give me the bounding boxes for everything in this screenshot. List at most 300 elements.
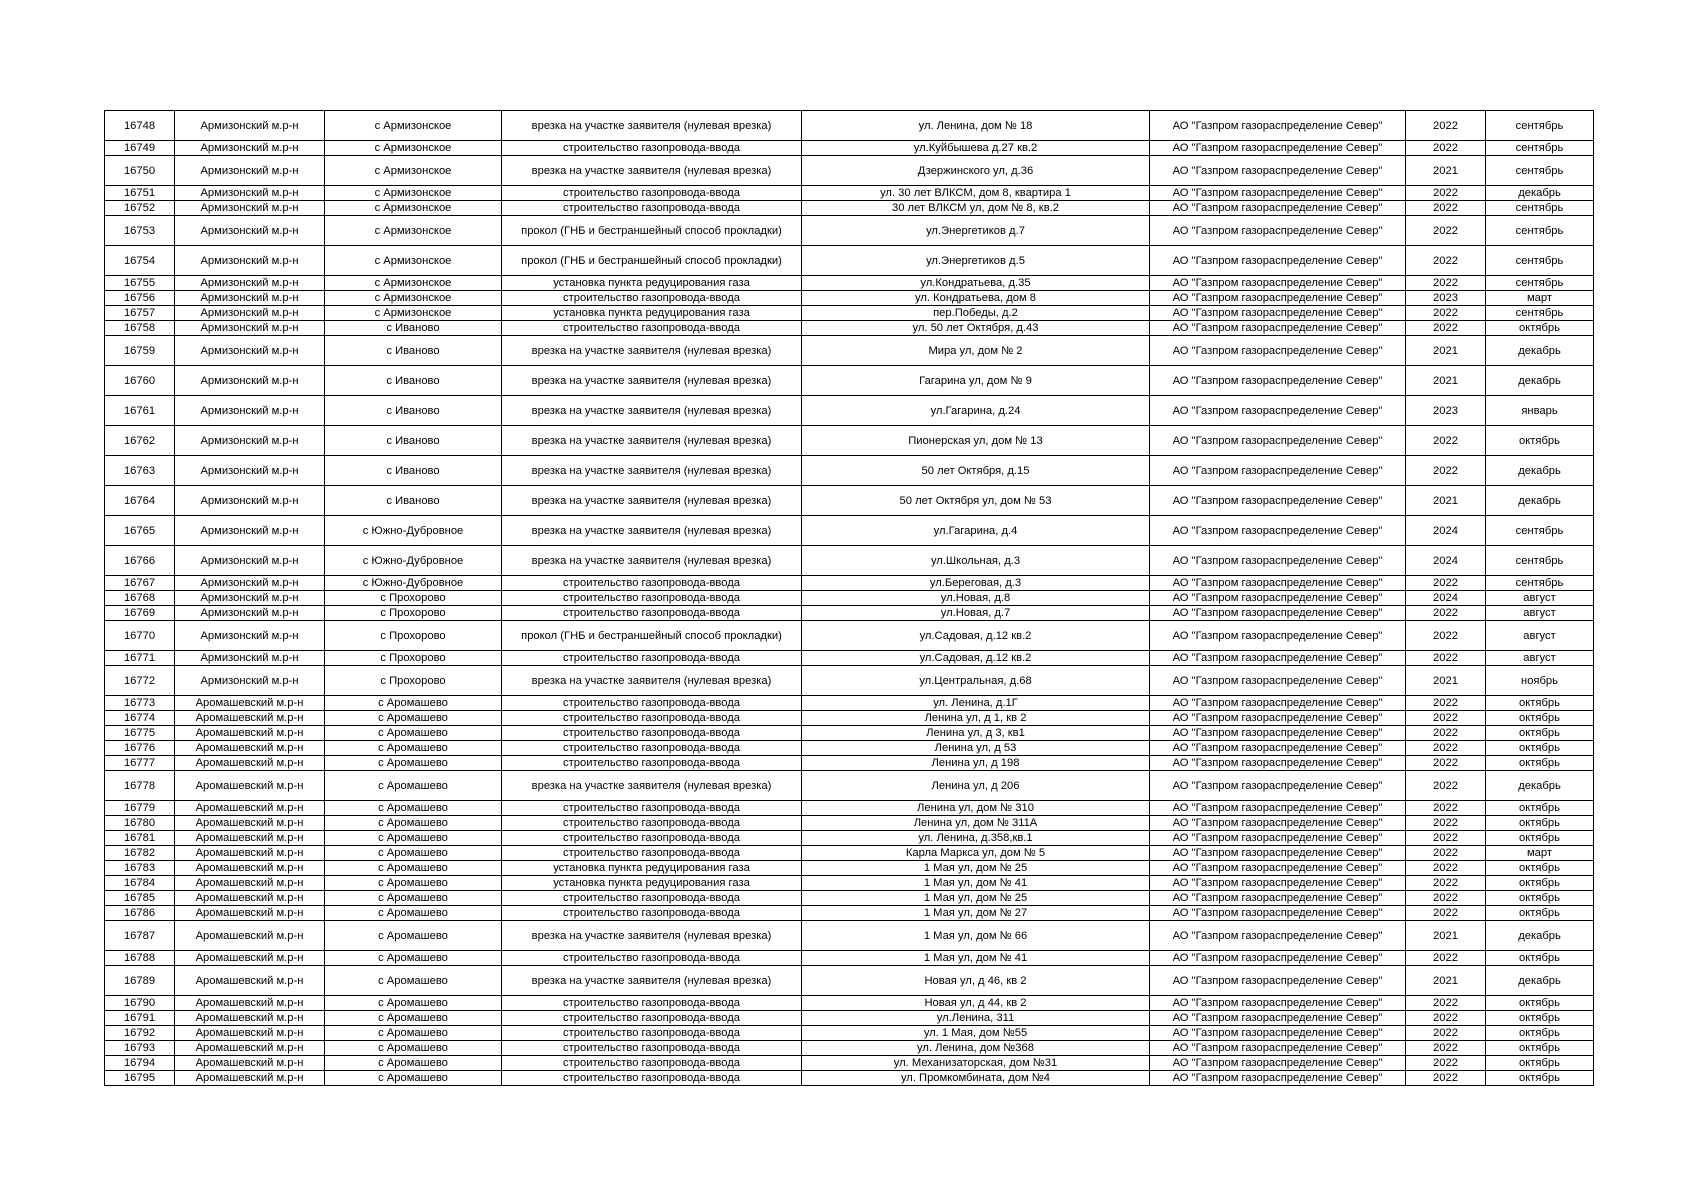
cell-month: август xyxy=(1486,591,1594,606)
cell-address: пер.Победы, д.2 xyxy=(802,306,1150,321)
cell-district: Аромашевский м.р-н xyxy=(175,921,325,951)
cell-year: 2021 xyxy=(1406,666,1486,696)
cell-organization: АО "Газпром газораспределение Север" xyxy=(1150,696,1406,711)
table-row xyxy=(105,186,1594,201)
cell-locality: с Аромашево xyxy=(325,996,502,1011)
cell-month: октябрь xyxy=(1486,1041,1594,1056)
cell-organization: АО "Газпром газораспределение Север" xyxy=(1150,606,1406,621)
cell-year: 2024 xyxy=(1406,591,1486,606)
cell-year: 2022 xyxy=(1406,246,1486,276)
cell-district: Армизонский м.р-н xyxy=(175,666,325,696)
table-row xyxy=(105,276,1594,291)
cell-month: сентябрь xyxy=(1486,516,1594,546)
cell-year: 2022 xyxy=(1406,801,1486,816)
cell-district: Армизонский м.р-н xyxy=(175,156,325,186)
cell-address: ул.Береговая, д.3 xyxy=(802,576,1150,591)
cell-work-type: строительство газопровода-ввода xyxy=(502,996,802,1011)
cell-address: Дзержинского ул, д.36 xyxy=(802,156,1150,186)
cell-address: Пионерская ул, дом № 13 xyxy=(802,426,1150,456)
cell-month: октябрь xyxy=(1486,756,1594,771)
cell-locality: с Южно-Дубровное xyxy=(325,576,502,591)
cell-year: 2022 xyxy=(1406,186,1486,201)
cell-id: 16753 xyxy=(105,216,175,246)
cell-address: Ленина ул, д 53 xyxy=(802,741,1150,756)
cell-id: 16773 xyxy=(105,696,175,711)
cell-organization: АО "Газпром газораспределение Север" xyxy=(1150,456,1406,486)
cell-locality: с Аромашево xyxy=(325,1041,502,1056)
cell-id: 16763 xyxy=(105,456,175,486)
cell-locality: с Аромашево xyxy=(325,906,502,921)
cell-district: Аромашевский м.р-н xyxy=(175,756,325,771)
cell-address: ул.Новая, д.8 xyxy=(802,591,1150,606)
cell-year: 2022 xyxy=(1406,621,1486,651)
cell-address: 50 лет Октября, д.15 xyxy=(802,456,1150,486)
cell-address: 1 Мая ул, дом № 25 xyxy=(802,861,1150,876)
cell-year: 2022 xyxy=(1406,426,1486,456)
cell-year: 2021 xyxy=(1406,336,1486,366)
cell-id: 16771 xyxy=(105,651,175,666)
cell-locality: с Аромашево xyxy=(325,861,502,876)
cell-month: октябрь xyxy=(1486,726,1594,741)
cell-id: 16790 xyxy=(105,996,175,1011)
cell-month: сентябрь xyxy=(1486,276,1594,291)
cell-work-type: строительство газопровода-ввода xyxy=(502,576,802,591)
cell-address: Новая ул, д 46, кв 2 xyxy=(802,966,1150,996)
cell-district: Армизонский м.р-н xyxy=(175,141,325,156)
cell-organization: АО "Газпром газораспределение Север" xyxy=(1150,1041,1406,1056)
cell-address: ул.Энергетиков д.5 xyxy=(802,246,1150,276)
cell-year: 2022 xyxy=(1406,996,1486,1011)
cell-year: 2021 xyxy=(1406,921,1486,951)
cell-year: 2022 xyxy=(1406,951,1486,966)
cell-work-type: установка пункта редуцирования газа xyxy=(502,876,802,891)
table-row xyxy=(105,906,1594,921)
cell-id: 16760 xyxy=(105,366,175,396)
cell-work-type: строительство газопровода-ввода xyxy=(502,711,802,726)
cell-month: сентябрь xyxy=(1486,201,1594,216)
cell-month: март xyxy=(1486,291,1594,306)
cell-id: 16784 xyxy=(105,876,175,891)
table-row xyxy=(105,996,1594,1011)
cell-id: 16780 xyxy=(105,816,175,831)
cell-year: 2022 xyxy=(1406,111,1486,141)
table-row xyxy=(105,111,1594,141)
cell-district: Армизонский м.р-н xyxy=(175,201,325,216)
cell-organization: АО "Газпром газораспределение Север" xyxy=(1150,216,1406,246)
cell-district: Армизонский м.р-н xyxy=(175,321,325,336)
cell-district: Армизонский м.р-н xyxy=(175,366,325,396)
cell-id: 16782 xyxy=(105,846,175,861)
cell-month: октябрь xyxy=(1486,426,1594,456)
cell-work-type: врезка на участке заявителя (нулевая врезка) xyxy=(502,456,802,486)
cell-year: 2022 xyxy=(1406,306,1486,321)
cell-district: Армизонский м.р-н xyxy=(175,246,325,276)
cell-district: Армизонский м.р-н xyxy=(175,591,325,606)
cell-locality: с Аромашево xyxy=(325,696,502,711)
cell-work-type: установка пункта редуцирования газа xyxy=(502,306,802,321)
cell-organization: АО "Газпром газораспределение Север" xyxy=(1150,1011,1406,1026)
cell-work-type: прокол (ГНБ и бестраншейный способ прокладки) xyxy=(502,216,802,246)
cell-id: 16772 xyxy=(105,666,175,696)
cell-organization: АО "Газпром газораспределение Север" xyxy=(1150,771,1406,801)
cell-organization: АО "Газпром газораспределение Север" xyxy=(1150,831,1406,846)
cell-year: 2022 xyxy=(1406,756,1486,771)
cell-month: октябрь xyxy=(1486,891,1594,906)
cell-locality: с Аромашево xyxy=(325,876,502,891)
cell-district: Аромашевский м.р-н xyxy=(175,861,325,876)
cell-organization: АО "Газпром газораспределение Север" xyxy=(1150,801,1406,816)
cell-address: ул. Ленина, д.1Г xyxy=(802,696,1150,711)
cell-year: 2022 xyxy=(1406,831,1486,846)
table-row xyxy=(105,891,1594,906)
cell-year: 2022 xyxy=(1406,1011,1486,1026)
cell-work-type: строительство газопровода-ввода xyxy=(502,816,802,831)
table-row xyxy=(105,1071,1594,1086)
table-row xyxy=(105,756,1594,771)
cell-work-type: строительство газопровода-ввода xyxy=(502,801,802,816)
cell-work-type: строительство газопровода-ввода xyxy=(502,606,802,621)
table-row xyxy=(105,156,1594,186)
cell-address: ул.Новая, д.7 xyxy=(802,606,1150,621)
table-row xyxy=(105,921,1594,951)
cell-organization: АО "Газпром газораспределение Север" xyxy=(1150,966,1406,996)
cell-year: 2022 xyxy=(1406,321,1486,336)
table-row xyxy=(105,246,1594,276)
cell-month: октябрь xyxy=(1486,801,1594,816)
cell-address: 1 Мая ул, дом № 66 xyxy=(802,921,1150,951)
table-row xyxy=(105,846,1594,861)
cell-locality: с Прохорово xyxy=(325,621,502,651)
cell-work-type: строительство газопровода-ввода xyxy=(502,291,802,306)
table-row xyxy=(105,951,1594,966)
cell-month: октябрь xyxy=(1486,831,1594,846)
cell-work-type: врезка на участке заявителя (нулевая врезка) xyxy=(502,546,802,576)
cell-organization: АО "Газпром газораспределение Север" xyxy=(1150,666,1406,696)
cell-district: Аромашевский м.р-н xyxy=(175,1026,325,1041)
table-row xyxy=(105,486,1594,516)
cell-organization: АО "Газпром газораспределение Север" xyxy=(1150,576,1406,591)
cell-month: сентябрь xyxy=(1486,546,1594,576)
cell-year: 2022 xyxy=(1406,1071,1486,1086)
cell-work-type: врезка на участке заявителя (нулевая врезка) xyxy=(502,426,802,456)
cell-id: 16756 xyxy=(105,291,175,306)
cell-month: октябрь xyxy=(1486,711,1594,726)
cell-locality: с Южно-Дубровное xyxy=(325,516,502,546)
cell-id: 16766 xyxy=(105,546,175,576)
cell-locality: с Армизонское xyxy=(325,141,502,156)
cell-district: Аромашевский м.р-н xyxy=(175,966,325,996)
cell-id: 16755 xyxy=(105,276,175,291)
cell-address: ул. Ленина, д.358,кв.1 xyxy=(802,831,1150,846)
cell-year: 2022 xyxy=(1406,906,1486,921)
cell-id: 16779 xyxy=(105,801,175,816)
cell-locality: с Аромашево xyxy=(325,801,502,816)
cell-locality: с Аромашево xyxy=(325,771,502,801)
cell-year: 2022 xyxy=(1406,771,1486,801)
cell-organization: АО "Газпром газораспределение Север" xyxy=(1150,336,1406,366)
cell-work-type: строительство газопровода-ввода xyxy=(502,141,802,156)
cell-organization: АО "Газпром газораспределение Север" xyxy=(1150,306,1406,321)
cell-address: ул.Гагарина, д.4 xyxy=(802,516,1150,546)
table-row xyxy=(105,366,1594,396)
table-row xyxy=(105,321,1594,336)
cell-work-type: строительство газопровода-ввода xyxy=(502,906,802,921)
cell-year: 2022 xyxy=(1406,216,1486,246)
cell-id: 16787 xyxy=(105,921,175,951)
cell-locality: с Армизонское xyxy=(325,306,502,321)
cell-work-type: строительство газопровода-ввода xyxy=(502,831,802,846)
cell-month: октябрь xyxy=(1486,996,1594,1011)
cell-work-type: врезка на участке заявителя (нулевая врезка) xyxy=(502,111,802,141)
cell-month: октябрь xyxy=(1486,1026,1594,1041)
cell-address: Ленина ул, д 1, кв 2 xyxy=(802,711,1150,726)
cell-address: ул. Механизаторская, дом №31 xyxy=(802,1056,1150,1071)
cell-organization: АО "Газпром газораспределение Север" xyxy=(1150,861,1406,876)
cell-year: 2023 xyxy=(1406,396,1486,426)
cell-address: ул. Ленина, дом № 18 xyxy=(802,111,1150,141)
cell-locality: с Аромашево xyxy=(325,741,502,756)
cell-organization: АО "Газпром газораспределение Север" xyxy=(1150,291,1406,306)
cell-organization: АО "Газпром газораспределение Север" xyxy=(1150,891,1406,906)
cell-month: октябрь xyxy=(1486,1011,1594,1026)
cell-address: Карла Маркса ул, дом № 5 xyxy=(802,846,1150,861)
cell-address: 30 лет ВЛКСМ ул, дом № 8, кв.2 xyxy=(802,201,1150,216)
cell-work-type: строительство газопровода-ввода xyxy=(502,1026,802,1041)
cell-work-type: строительство газопровода-ввода xyxy=(502,651,802,666)
cell-month: сентябрь xyxy=(1486,216,1594,246)
table-row xyxy=(105,1056,1594,1071)
cell-month: сентябрь xyxy=(1486,576,1594,591)
table-row xyxy=(105,711,1594,726)
cell-id: 16752 xyxy=(105,201,175,216)
cell-work-type: строительство газопровода-ввода xyxy=(502,846,802,861)
cell-locality: с Армизонское xyxy=(325,186,502,201)
table-row xyxy=(105,876,1594,891)
cell-year: 2022 xyxy=(1406,1026,1486,1041)
cell-month: август xyxy=(1486,651,1594,666)
table-row xyxy=(105,576,1594,591)
cell-locality: с Аромашево xyxy=(325,891,502,906)
cell-locality: с Прохорово xyxy=(325,591,502,606)
cell-month: октябрь xyxy=(1486,876,1594,891)
cell-year: 2022 xyxy=(1406,726,1486,741)
table-row xyxy=(105,201,1594,216)
cell-address: 1 Мая ул, дом № 41 xyxy=(802,951,1150,966)
table-row xyxy=(105,426,1594,456)
cell-work-type: врезка на участке заявителя (нулевая врезка) xyxy=(502,516,802,546)
cell-id: 16792 xyxy=(105,1026,175,1041)
cell-work-type: строительство газопровода-ввода xyxy=(502,1011,802,1026)
table-row xyxy=(105,816,1594,831)
cell-district: Аромашевский м.р-н xyxy=(175,1011,325,1026)
cell-id: 16795 xyxy=(105,1071,175,1086)
cell-work-type: врезка на участке заявителя (нулевая врезка) xyxy=(502,366,802,396)
cell-id: 16783 xyxy=(105,861,175,876)
cell-locality: с Аромашево xyxy=(325,846,502,861)
cell-district: Армизонский м.р-н xyxy=(175,651,325,666)
cell-organization: АО "Газпром газораспределение Север" xyxy=(1150,621,1406,651)
cell-work-type: врезка на участке заявителя (нулевая врезка) xyxy=(502,966,802,996)
cell-locality: с Аромашево xyxy=(325,1011,502,1026)
cell-district: Аромашевский м.р-н xyxy=(175,876,325,891)
cell-organization: АО "Газпром газораспределение Север" xyxy=(1150,396,1406,426)
cell-organization: АО "Газпром газораспределение Север" xyxy=(1150,141,1406,156)
cell-year: 2022 xyxy=(1406,891,1486,906)
cell-month: декабрь xyxy=(1486,366,1594,396)
cell-locality: с Армизонское xyxy=(325,111,502,141)
cell-locality: с Армизонское xyxy=(325,201,502,216)
cell-id: 16750 xyxy=(105,156,175,186)
cell-id: 16751 xyxy=(105,186,175,201)
cell-year: 2021 xyxy=(1406,366,1486,396)
cell-id: 16758 xyxy=(105,321,175,336)
table-row xyxy=(105,861,1594,876)
cell-district: Аромашевский м.р-н xyxy=(175,801,325,816)
cell-month: январь xyxy=(1486,396,1594,426)
cell-district: Армизонский м.р-н xyxy=(175,516,325,546)
cell-month: октябрь xyxy=(1486,1071,1594,1086)
cell-work-type: врезка на участке заявителя (нулевая врезка) xyxy=(502,666,802,696)
cell-locality: с Аромашево xyxy=(325,756,502,771)
cell-organization: АО "Газпром газораспределение Север" xyxy=(1150,741,1406,756)
cell-id: 16762 xyxy=(105,426,175,456)
cell-locality: с Аромашево xyxy=(325,951,502,966)
cell-year: 2022 xyxy=(1406,1041,1486,1056)
cell-district: Армизонский м.р-н xyxy=(175,306,325,321)
cell-address: ул. Промкомбината, дом №4 xyxy=(802,1071,1150,1086)
table-row xyxy=(105,591,1594,606)
cell-year: 2022 xyxy=(1406,741,1486,756)
cell-district: Аромашевский м.р-н xyxy=(175,906,325,921)
cell-month: октябрь xyxy=(1486,906,1594,921)
cell-locality: с Аромашево xyxy=(325,966,502,996)
cell-id: 16748 xyxy=(105,111,175,141)
cell-year: 2022 xyxy=(1406,696,1486,711)
table-row xyxy=(105,666,1594,696)
cell-organization: АО "Газпром газораспределение Север" xyxy=(1150,186,1406,201)
cell-locality: с Армизонское xyxy=(325,216,502,246)
cell-year: 2021 xyxy=(1406,966,1486,996)
table-row xyxy=(105,651,1594,666)
cell-id: 16749 xyxy=(105,141,175,156)
cell-id: 16759 xyxy=(105,336,175,366)
cell-organization: АО "Газпром газораспределение Север" xyxy=(1150,816,1406,831)
cell-district: Аромашевский м.р-н xyxy=(175,1041,325,1056)
cell-district: Аромашевский м.р-н xyxy=(175,711,325,726)
cell-organization: АО "Газпром газораспределение Север" xyxy=(1150,591,1406,606)
cell-locality: с Аромашево xyxy=(325,711,502,726)
cell-month: август xyxy=(1486,606,1594,621)
cell-year: 2022 xyxy=(1406,861,1486,876)
cell-id: 16785 xyxy=(105,891,175,906)
table-row xyxy=(105,291,1594,306)
cell-month: сентябрь xyxy=(1486,246,1594,276)
cell-locality: с Иваново xyxy=(325,486,502,516)
cell-district: Армизонский м.р-н xyxy=(175,576,325,591)
cell-district: Аромашевский м.р-н xyxy=(175,741,325,756)
cell-month: октябрь xyxy=(1486,951,1594,966)
cell-district: Армизонский м.р-н xyxy=(175,456,325,486)
cell-month: декабрь xyxy=(1486,921,1594,951)
table-row xyxy=(105,831,1594,846)
cell-locality: с Армизонское xyxy=(325,291,502,306)
cell-month: октябрь xyxy=(1486,816,1594,831)
cell-work-type: установка пункта редуцирования газа xyxy=(502,276,802,291)
cell-year: 2022 xyxy=(1406,1056,1486,1071)
cell-year: 2022 xyxy=(1406,816,1486,831)
cell-work-type: строительство газопровода-ввода xyxy=(502,756,802,771)
cell-locality: с Аромашево xyxy=(325,1071,502,1086)
table-row xyxy=(105,456,1594,486)
cell-organization: АО "Газпром газораспределение Север" xyxy=(1150,426,1406,456)
cell-address: Новая ул, д 44, кв 2 xyxy=(802,996,1150,1011)
cell-organization: АО "Газпром газораспределение Север" xyxy=(1150,726,1406,741)
table-row xyxy=(105,1011,1594,1026)
cell-month: октябрь xyxy=(1486,1056,1594,1071)
cell-address: ул. 50 лет Октября, д.43 xyxy=(802,321,1150,336)
cell-month: декабрь xyxy=(1486,186,1594,201)
cell-year: 2023 xyxy=(1406,291,1486,306)
cell-month: декабрь xyxy=(1486,966,1594,996)
cell-address: ул.Ленина, 311 xyxy=(802,1011,1150,1026)
cell-month: октябрь xyxy=(1486,321,1594,336)
cell-work-type: прокол (ГНБ и бестраншейный способ прокладки) xyxy=(502,246,802,276)
table-row xyxy=(105,216,1594,246)
cell-work-type: строительство газопровода-ввода xyxy=(502,891,802,906)
cell-work-type: строительство газопровода-ввода xyxy=(502,1056,802,1071)
cell-organization: АО "Газпром газораспределение Север" xyxy=(1150,846,1406,861)
cell-organization: АО "Газпром газораспределение Север" xyxy=(1150,756,1406,771)
table-row xyxy=(105,771,1594,801)
cell-organization: АО "Газпром газораспределение Север" xyxy=(1150,486,1406,516)
cell-organization: АО "Газпром газораспределение Север" xyxy=(1150,1071,1406,1086)
cell-id: 16775 xyxy=(105,726,175,741)
cell-work-type: установка пункта редуцирования газа xyxy=(502,861,802,876)
cell-id: 16791 xyxy=(105,1011,175,1026)
cell-address: ул.Гагарина, д.24 xyxy=(802,396,1150,426)
cell-year: 2022 xyxy=(1406,201,1486,216)
cell-district: Армизонский м.р-н xyxy=(175,291,325,306)
cell-district: Аромашевский м.р-н xyxy=(175,816,325,831)
cell-work-type: строительство газопровода-ввода xyxy=(502,1071,802,1086)
cell-locality: с Аромашево xyxy=(325,1056,502,1071)
cell-district: Армизонский м.р-н xyxy=(175,606,325,621)
cell-organization: АО "Газпром газораспределение Север" xyxy=(1150,876,1406,891)
cell-id: 16754 xyxy=(105,246,175,276)
cell-id: 16789 xyxy=(105,966,175,996)
cell-locality: с Южно-Дубровное xyxy=(325,546,502,576)
cell-district: Армизонский м.р-н xyxy=(175,336,325,366)
cell-year: 2024 xyxy=(1406,516,1486,546)
cell-month: ноябрь xyxy=(1486,666,1594,696)
cell-address: Ленина ул, д 206 xyxy=(802,771,1150,801)
cell-address: 1 Мая ул, дом № 41 xyxy=(802,876,1150,891)
cell-locality: с Армизонское xyxy=(325,246,502,276)
cell-work-type: врезка на участке заявителя (нулевая врезка) xyxy=(502,156,802,186)
cell-district: Аромашевский м.р-н xyxy=(175,846,325,861)
cell-district: Аромашевский м.р-н xyxy=(175,696,325,711)
table-row xyxy=(105,1041,1594,1056)
cell-district: Аромашевский м.р-н xyxy=(175,951,325,966)
cell-year: 2022 xyxy=(1406,456,1486,486)
table-row xyxy=(105,966,1594,996)
cell-organization: АО "Газпром газораспределение Север" xyxy=(1150,546,1406,576)
cell-organization: АО "Газпром газораспределение Север" xyxy=(1150,996,1406,1011)
cell-locality: с Иваново xyxy=(325,321,502,336)
cell-locality: с Армизонское xyxy=(325,276,502,291)
cell-organization: АО "Газпром газораспределение Север" xyxy=(1150,276,1406,291)
cell-id: 16778 xyxy=(105,771,175,801)
